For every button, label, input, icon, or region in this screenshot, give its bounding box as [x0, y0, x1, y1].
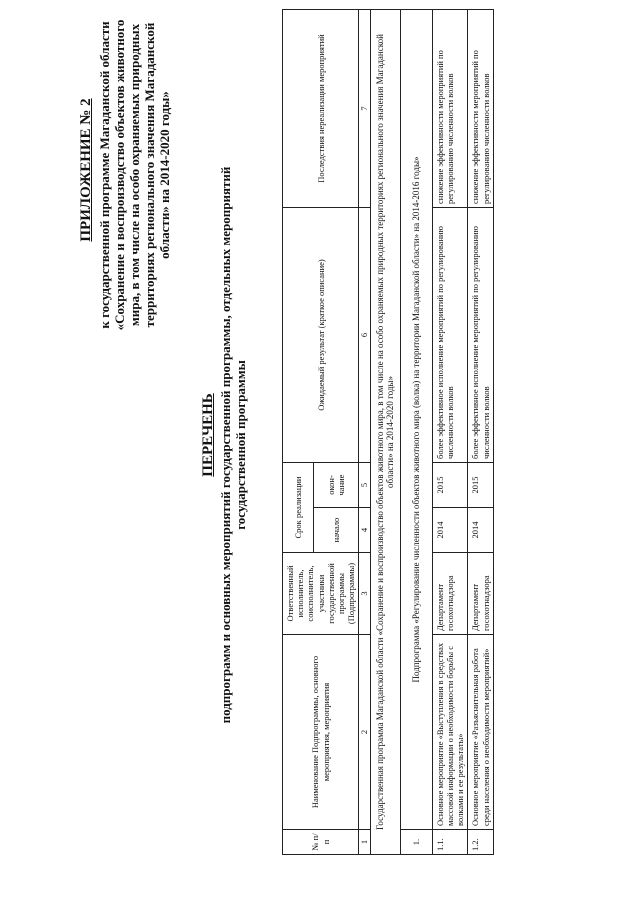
document-subtitle: подпрограмм и основных мероприятий государственной программы, отдельных мероприятий государственной программы: [218, 166, 248, 724]
header-term: Срок реализации: [283, 463, 314, 553]
subprogram-num: 1.: [401, 830, 433, 855]
col-number: 7: [359, 10, 370, 208]
row-end: 2015: [432, 463, 468, 508]
row-end: 2015: [468, 463, 493, 508]
header-name: Наименование Подпрограммы, основного мероприятия, мероприятия: [283, 635, 359, 830]
col-number: 4: [359, 508, 370, 553]
header-end: окон-чание: [314, 463, 359, 508]
row-consequences: снижение эффективности мероприятий по регулированию численности волков: [468, 10, 493, 208]
row-start: 2014: [432, 508, 468, 553]
row-start: 2014: [468, 508, 493, 553]
measures-table: [282, 9, 494, 855]
header-consequences: Последствия нереализации мероприятий: [283, 10, 359, 208]
col-number: 6: [359, 208, 370, 463]
row-result: более эффективное исполнение мероприятий по регулированию численности волков: [468, 208, 493, 463]
table-header-row: [283, 10, 314, 855]
row-num: 1.2.: [468, 830, 493, 855]
col-number: 2: [359, 635, 370, 830]
row-responsible: Департамент госохотнадзора: [432, 553, 468, 635]
table-row: [468, 10, 493, 855]
program-title: Государственная программа Магаданской области «Сохранение и воспроизводство объектов животного мира, в том числе на особо охраняемых природных территориях регионального значения Магаданской области» на 2014-2020 годы»: [370, 10, 401, 855]
header-num: № п/п: [283, 830, 359, 855]
appendix-subtitle: к государственной программе Магаданской области «Сохранение и воспроизводство объектов животного мира, в том числе на особо охраняемых природных территориях регионального значения Магаданской области» на 2014-2020 годы»: [97, 19, 172, 331]
appendix-title: ПРИЛОЖЕНИЕ № 2: [78, 98, 94, 242]
header-result: Ожидаемый результат (краткое описание): [283, 208, 359, 463]
header-responsible: Ответственный исполнитель, соисполнитель, участники государственной программы (Подпрограммы): [283, 553, 359, 635]
row-responsible: Департамент госохотнадзора: [468, 553, 493, 635]
col-number: 1: [359, 830, 370, 855]
row-result: более эффективное исполнение мероприятий по регулированию численности волков: [432, 208, 468, 463]
table-row: [432, 10, 468, 855]
col-number: 3: [359, 553, 370, 635]
row-name: Основное мероприятие «Разъяснительная работа среди населения о необходимости мероприятий»: [468, 635, 493, 830]
subprogram-row: [401, 10, 433, 855]
row-consequences: снижение эффективности мероприятий по регулированию численности волков: [432, 10, 468, 208]
column-number-row: [359, 10, 370, 855]
document-title: ПЕРЕЧЕНЬ: [200, 393, 216, 477]
header-start: начало: [314, 508, 359, 553]
row-num: 1.1.: [432, 830, 468, 855]
col-number: 5: [359, 463, 370, 508]
row-name: Основное мероприятие «Выступления в средствах массовой информации о необходимости борьбы с волками и ее результаты»: [432, 635, 468, 830]
program-row: [370, 10, 401, 855]
subprogram-title: Подпрограмма «Регулирование численности объектов животного мира (волка) на территории Магаданской области» на 2014-2016 годы»: [401, 10, 433, 830]
